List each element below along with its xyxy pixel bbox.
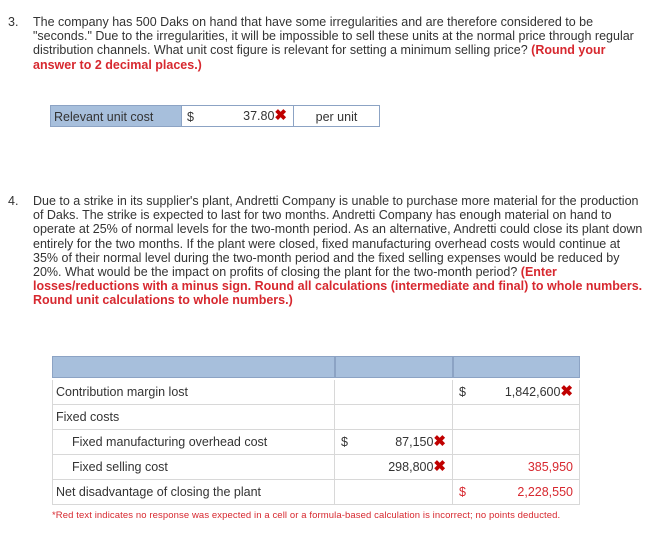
computed-value: 385,950 [527, 460, 573, 474]
question-3 [8, 15, 648, 72]
unit-cost-input[interactable] [181, 105, 293, 127]
currency-symbol: $ [459, 385, 466, 399]
header-cell [335, 356, 453, 378]
table-row [52, 455, 580, 480]
fixed-overhead-input[interactable] [335, 430, 453, 455]
row-label: Fixed costs [56, 410, 120, 424]
unit-cost-value: 37.80 [243, 109, 275, 123]
x-mark-icon: ✖ [560, 383, 573, 400]
question-text: The company has 500 Daks on hand that have some irregularities and are therefore considered to be "seconds." Due to the irregularities, it will be impossible to sell these units at the normal price through regular distribution channels. What unit cost figure is relevant for setting a minimum selling price? [33, 15, 634, 58]
cell-value: 1,842,600 [504, 385, 561, 399]
header-cell [453, 356, 580, 378]
row-label: Fixed manufacturing overhead cost [72, 435, 268, 449]
header-cell [52, 356, 335, 378]
contribution-margin-input[interactable] [453, 380, 580, 405]
closing-impact-table [52, 356, 580, 505]
unit-cost-value-wrap [243, 109, 287, 123]
table-row [52, 380, 580, 405]
row-label: Net disadvantage of closing the plant [56, 485, 261, 499]
unit-label: per unit [293, 105, 380, 127]
answer-label: Relevant unit cost [50, 105, 181, 127]
answer-row-unit-cost [50, 105, 380, 127]
question-text: Due to a strike in its supplier's plant, Andretti Company is unable to purchase more material for the production of Daks. The strike is expected to last for two months. Andretti Company has enough material on hand to operate at 25% of normal levels for the two-month period. As an alternative, Andretti could close its plant down entirely for the two months. If the plant were closed, fixed manufacturing overhead costs would continue at 35% of their normal level during the two-month period and the fixed selling expenses would be reduced by 20%. What would be the impact on profits of closing the plant for the two-month period? [33, 194, 643, 280]
table-row [52, 405, 580, 430]
x-mark-icon: ✖ [274, 107, 287, 124]
footnote: *Red text indicates no response was expected in a cell or a formula-based calculation is incorrect; no points deducted. [52, 510, 561, 521]
question-instruction: (Round your answer to 2 decimal places.) [33, 43, 606, 72]
computed-value: 2,228,550 [517, 485, 573, 499]
row-label: Fixed selling cost [72, 460, 168, 474]
cell-value: 87,150 [395, 435, 434, 449]
currency-symbol: $ [341, 435, 348, 449]
fixed-selling-input[interactable] [335, 455, 453, 480]
question-number: 4. [8, 194, 19, 208]
x-mark-icon: ✖ [433, 433, 446, 450]
row-label: Contribution margin lost [56, 385, 189, 399]
table-row [52, 480, 580, 505]
table-row [52, 430, 580, 455]
question-instruction: (Enter losses/reductions with a minus sign. Round all calculations (intermediate and final) to whole numbers. Round unit calculations to whole numbers.) [33, 265, 643, 308]
question-number: 3. [8, 15, 19, 29]
x-mark-icon: ✖ [433, 458, 446, 475]
table-header [52, 356, 580, 378]
cell-value: 298,800 [388, 460, 434, 474]
question-4 [8, 194, 648, 308]
currency-symbol: $ [459, 485, 466, 499]
currency-symbol: $ [187, 110, 194, 124]
